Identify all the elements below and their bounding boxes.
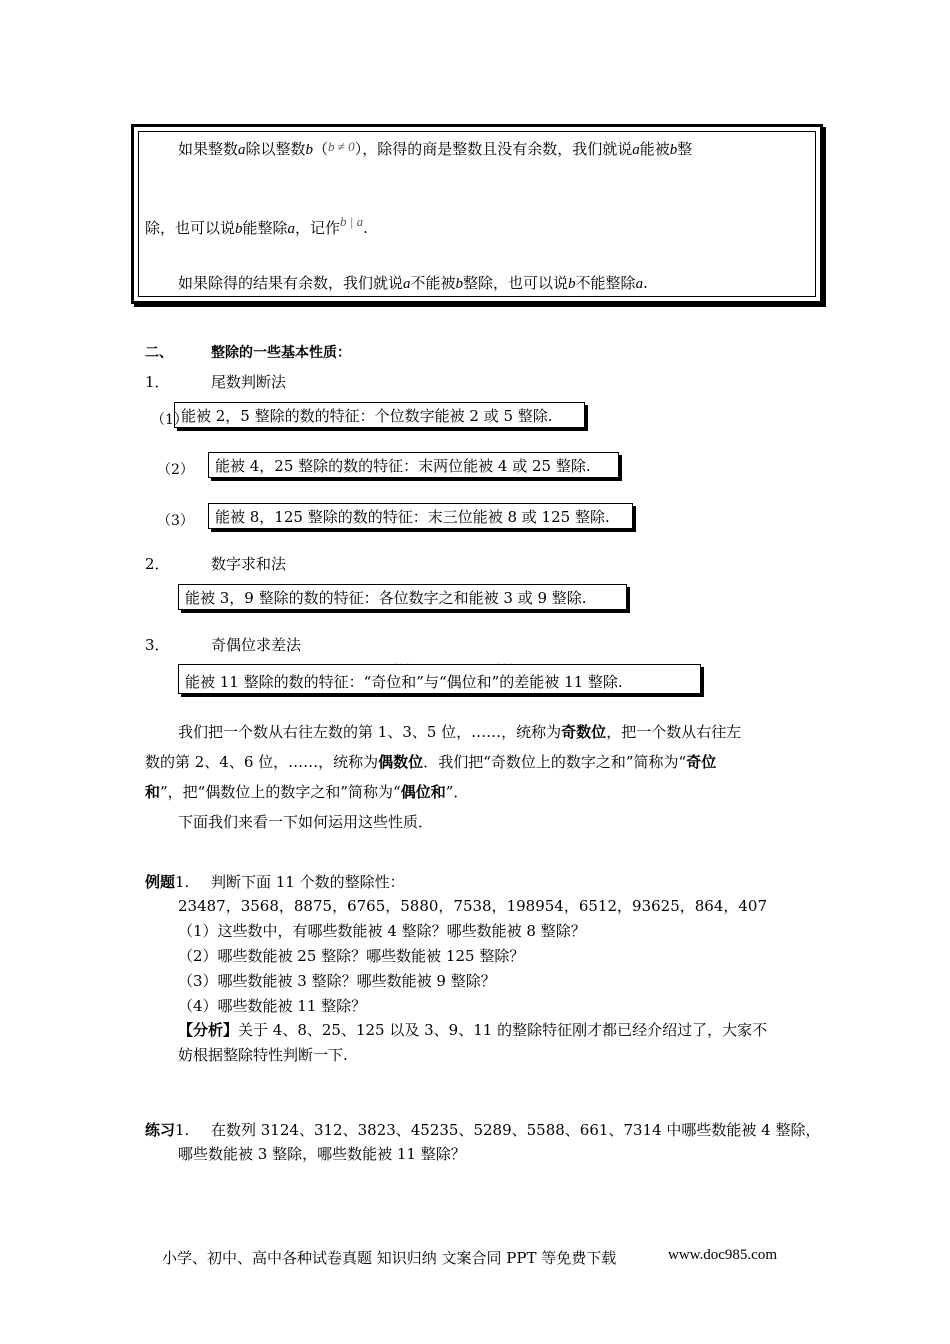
rule1-item1-text: 能被 2，5 整除的数的特征：个位数字能被 2 或 5 整除. [181, 407, 553, 425]
term-even-sum: 偶位和 [400, 783, 446, 801]
section-number: 二、 [145, 345, 173, 361]
section-title: 整除的一些基本性质： [211, 345, 351, 361]
example-title: 判断下面 11 个数的整除性： [211, 873, 405, 891]
var-a: a [635, 276, 644, 292]
rule1-number: 1． [145, 373, 170, 391]
text: . [643, 274, 648, 292]
term-odd-sum-end: 和 [145, 783, 161, 801]
text: . [363, 219, 368, 237]
example-question-4: （4）哪些数能被 11 整除？ [178, 997, 367, 1015]
example-label-text: 例题 [145, 873, 176, 891]
rule2-number: 2． [145, 555, 170, 573]
example-analysis-line-1 [178, 1019, 767, 1040]
rule1-item2-box [208, 452, 619, 478]
analysis-tag: 【分析】 [178, 1021, 239, 1039]
explain-line-2 [145, 751, 716, 772]
explain-line-3 [145, 781, 468, 802]
text: 不能整除 [575, 274, 636, 292]
var-a: a [238, 142, 246, 158]
example-question-1: （1）这些数中，有哪些数能被 4 整除？哪些数能被 8 整除？ [178, 922, 586, 940]
rule3-title: 奇偶位求差法 [211, 636, 302, 654]
text: 能整除 [242, 219, 288, 237]
notation-math: b | a [340, 214, 364, 229]
explain-line-1 [178, 721, 741, 742]
text: 数的第 2、4、6 位，……，统称为 [145, 753, 379, 771]
exercise-line-2: 哪些数能被 3 整除，哪些数能被 11 整除？ [178, 1145, 466, 1163]
var-a: a [403, 276, 411, 292]
explain-line-4: 下面我们来看一下如何运用这些性质． [178, 813, 434, 831]
var-b: b [669, 142, 678, 158]
example-label [145, 871, 189, 892]
footer-text: 小学、初中、高中各种试卷真题 知识归纳 文案合同 PPT 等免费下载 [162, 1249, 617, 1267]
text: 整 [677, 140, 693, 158]
var-a: a [287, 221, 296, 237]
var-b: b [568, 276, 576, 292]
exercise-label-text: 练习 [145, 1121, 176, 1139]
text: ”，把“偶数位上的数字之和”简称为“ [160, 783, 401, 801]
text: ）， [354, 140, 378, 158]
rule1-item3-box [208, 503, 633, 529]
rule1-item3-text: 能被 8，125 整除的数的特征：末三位能被 8 或 125 整除. [215, 508, 610, 526]
text: 如果整数 [178, 140, 239, 158]
rule3-box [178, 660, 701, 694]
rule1-item1-box [174, 402, 585, 428]
exercise-line-1: 在数列 3124、312、3823、45235、5289、5588、661、7314 中哪些数能被 4 整除， [211, 1121, 821, 1139]
rule2-box [178, 584, 627, 610]
text: ．我们把“奇数位上的数字之和”简称为“ [423, 753, 687, 771]
text: 除以整数 [245, 140, 306, 158]
rule1-item1-label: （1） [151, 412, 188, 428]
var-b: b [305, 142, 314, 158]
term-odd-sum: 奇位 [686, 753, 717, 771]
example-analysis-line-2: 妨根据整除特性判断一下. [178, 1046, 348, 1064]
definition-line-3 [178, 272, 648, 293]
term-even-position: 偶数位 [378, 753, 424, 771]
text: ”． [445, 783, 469, 801]
example-number: 1. [175, 873, 190, 891]
rule3-text: 能被 11 整除的数的特征：“奇位和”与“偶位和”的差能被 11 整除. [185, 673, 623, 691]
rule1-item3-label: （3） [157, 513, 194, 529]
term-odd-position: 奇数位 [561, 723, 607, 741]
footer-url[interactable]: www.doc985.com [668, 1247, 778, 1263]
text: 如果除得的结果有余数，我们就说 [178, 274, 404, 292]
emphasis-dots: ··· [497, 660, 516, 671]
text: 整除，也可以说 [463, 274, 569, 292]
condition-math: b ≠ 0 [328, 139, 355, 154]
rule1-item2-text: 能被 4，25 整除的数的特征：末两位能被 4 或 25 整除. [215, 457, 591, 475]
emphasis-dots: ··· [394, 660, 413, 671]
rule1-title: 尾数判断法 [211, 373, 287, 391]
rule1-item2-label: （2） [157, 462, 194, 478]
definition-line-1 [178, 138, 692, 159]
text: 我们把一个数从右往左数的第 1、3、5 位，……，统称为 [178, 723, 562, 741]
text: 除，也可以说 [145, 219, 236, 237]
example-question-2: （2）哪些数能被 25 整除？哪些数能被 125 整除？ [178, 947, 525, 965]
text: 不能被 [410, 274, 456, 292]
exercise-number: 1. [175, 1121, 190, 1139]
text: （ [313, 140, 329, 158]
rule2-text: 能被 3，9 整除的数的特征：各位数字之和能被 3 或 9 整除. [185, 589, 587, 607]
var-b: b [455, 276, 464, 292]
rule3-number: 3． [145, 636, 170, 654]
text: 能被 [639, 140, 670, 158]
var-a: a [632, 142, 640, 158]
text: ，记作 [295, 219, 341, 237]
var-b: b [235, 221, 243, 237]
rule2-title: 数字求和法 [211, 555, 287, 573]
definition-line-2 [145, 214, 368, 238]
text: ，把一个数从右往左 [606, 723, 742, 741]
text: 除得的商是整数且没有余数，我们就说 [377, 140, 633, 158]
example-question-3: （3）哪些数能被 3 整除？哪些数能被 9 整除？ [178, 972, 496, 990]
exercise-label [145, 1119, 189, 1140]
example-numbers: 23487，3568，8875，6765，5880，7538，198954，6512，93625，864，407 [178, 897, 768, 915]
text: 关于 4、8、25、125 以及 3、9、11 的整除特征刚才都已经介绍过了，大家不 [238, 1021, 768, 1039]
